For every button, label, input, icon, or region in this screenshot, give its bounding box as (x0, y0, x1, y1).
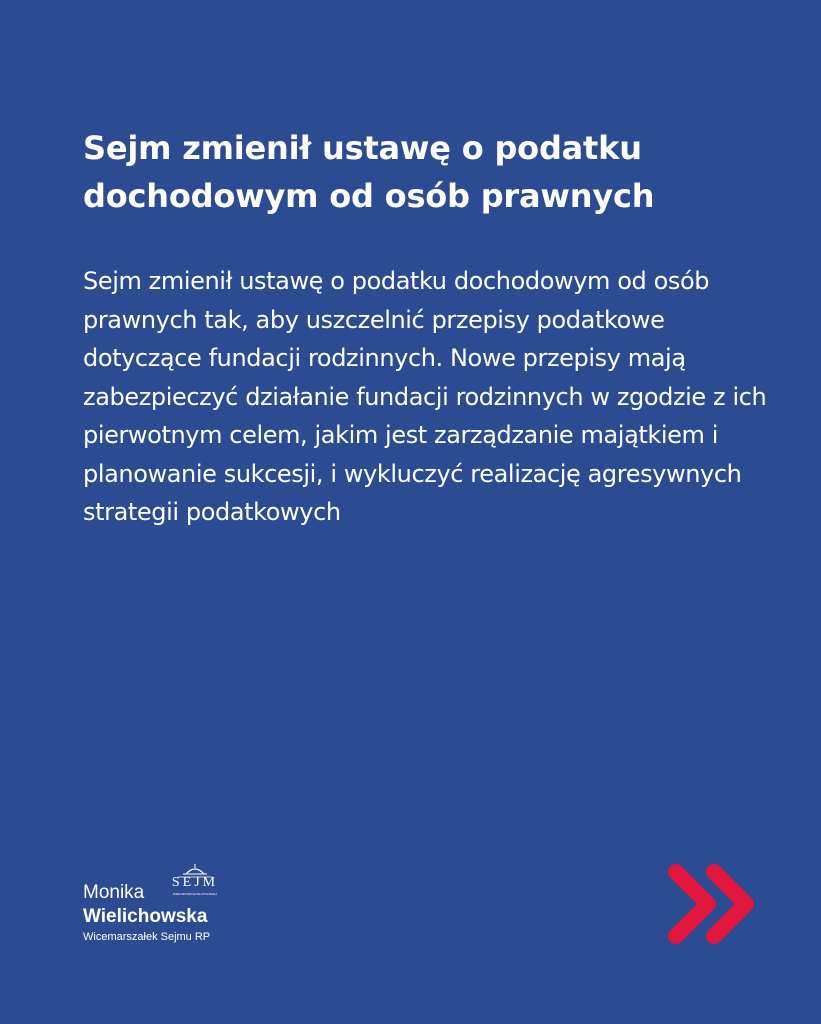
signature-role: Wicemarszałek Sejmu RP (83, 931, 211, 943)
sejm-logo-subtitle: RZECZPOSPOLITEJ POLSKIEJ (173, 892, 217, 896)
sejm-logo (168, 862, 222, 902)
headline: Sejm zmienił ustawę o podatku dochodowym od osób prawnych (83, 129, 655, 215)
body-text: Sejm zmienił ustawę o podatku dochodowym od osób prawnych tak, aby uszczelnić przepisy podatkowe dotyczące fundacji rodzinnych. Nowe przepisy mają zabezpieczyć działanie fundacji rodzinnych w zgodzie z ich pierwotnym celem, jakim jest zarządzanie majątkiem i planowanie sukcesji, i wykluczyć realizację agresywnych strategii podatkowych (83, 267, 767, 526)
double-chevron-right-icon[interactable] (664, 860, 758, 948)
sejm-logo-letters: SEJM (171, 875, 219, 890)
signature-last-name: Wielichowska (83, 906, 208, 927)
signature-block (83, 862, 253, 952)
signature-first-name: Monika (83, 882, 145, 903)
